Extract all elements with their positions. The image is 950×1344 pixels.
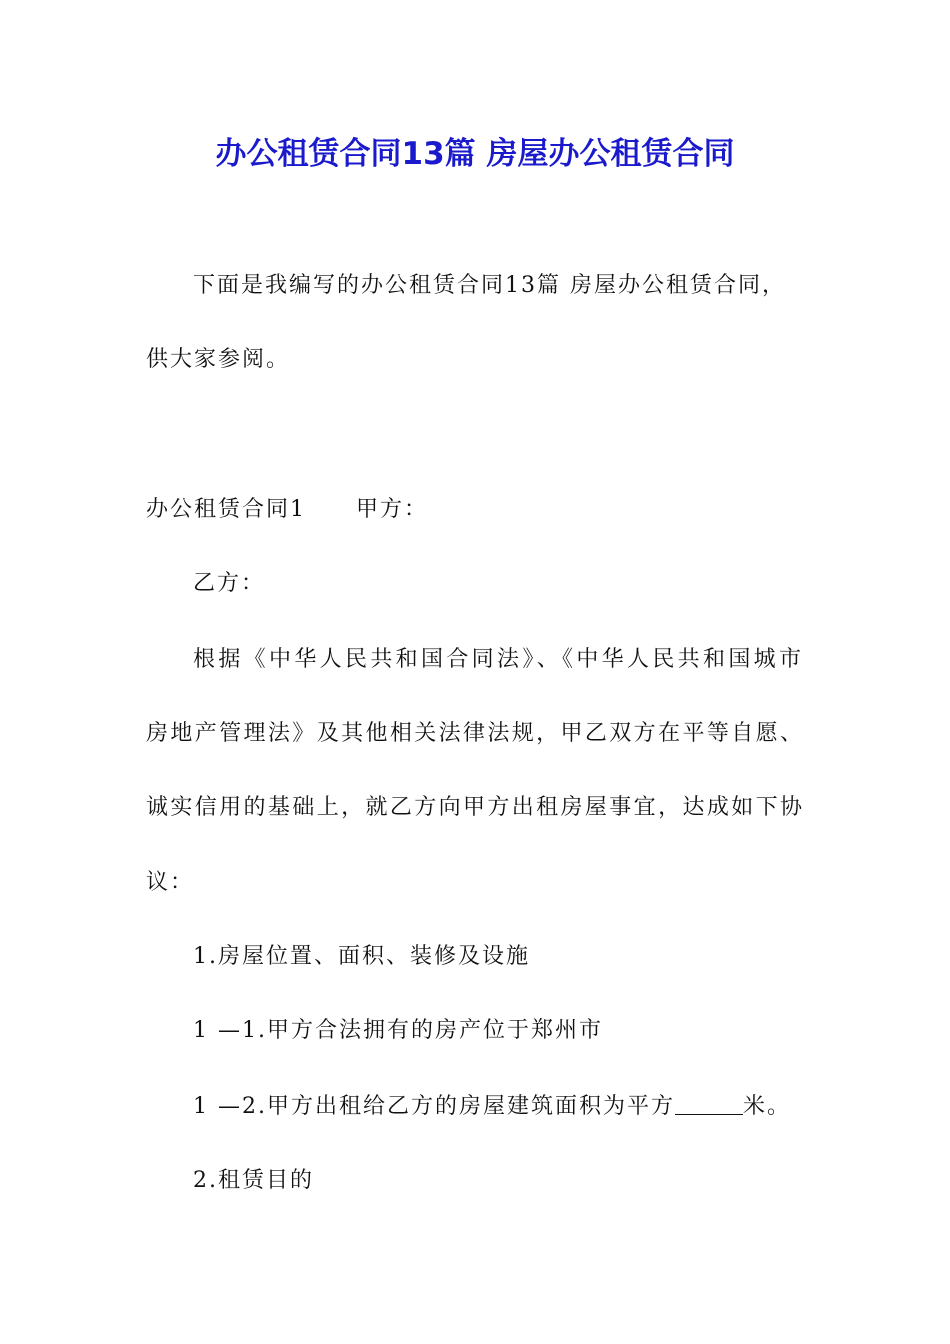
paragraph-line-4: 议： (146, 870, 195, 895)
section-heading: 办公租赁合同1 (146, 497, 306, 522)
clause-1-2 (193, 1090, 791, 1124)
clause-2: 2.租赁目的 (193, 1168, 314, 1193)
party-b-label: 乙方： (193, 571, 266, 596)
section-heading-line (146, 493, 428, 527)
clause-1-2-text: 1 —2.甲方出租给乙方的房屋建筑面积为平方 (193, 1094, 675, 1119)
document-title: 办公租赁合同13篇 房屋办公租赁合同 (215, 136, 735, 172)
clause-1: 1.房屋位置、面积、装修及设施 (193, 944, 530, 969)
intro-line-2: 供大家参阅。 (146, 347, 291, 372)
intro-line-1: 下面是我编写的办公租赁合同13篇 房屋办公租赁合同， (193, 273, 786, 298)
paragraph-line-2: 房地产管理法》及其他相关法律法规，甲乙双方在平等自愿、 (146, 721, 804, 746)
paragraph-line-1: 根据《中华人民共和国合同法》、《中华人民共和国城市 (193, 647, 803, 672)
clause-1-1: 1 —1.甲方合法拥有的房产位于郑州市 (193, 1018, 603, 1043)
fill-in-blank (675, 1094, 743, 1115)
party-a-label: 甲方： (356, 497, 429, 522)
clause-1-2-unit: 米。 (742, 1094, 791, 1119)
paragraph-line-3: 诚实信用的基础上，就乙方向甲方出租房屋事宜，达成如下协 (146, 795, 804, 820)
